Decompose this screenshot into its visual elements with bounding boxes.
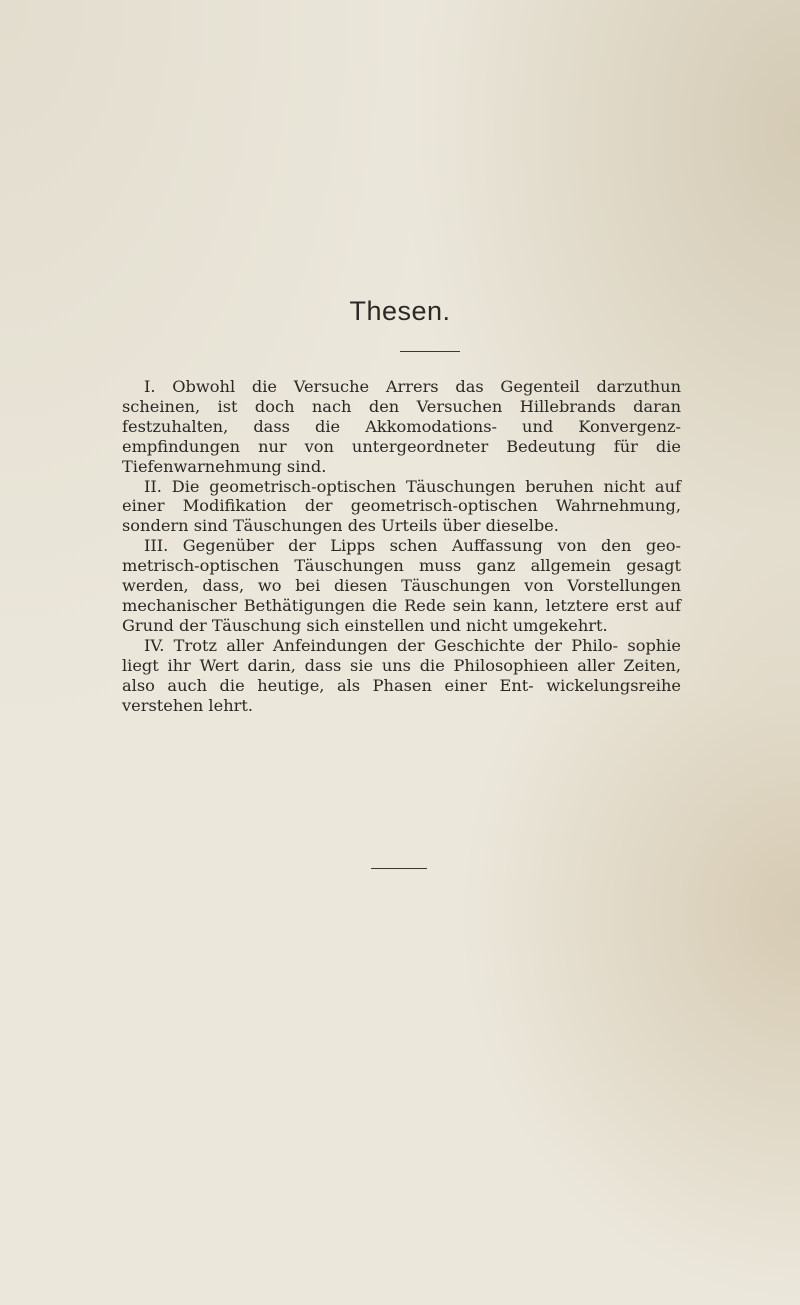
thesis-2: II. Die geometrisch-optischen Täuschungen beruhen nicht auf einer Modifikation der geometrisch-optischen Wahrnehmung, sondern sind Täuschungen des Urteils über dieselbe.	[122, 476, 681, 536]
end-divider	[371, 868, 427, 869]
thesis-4: IV. Trotz aller Anfeindungen der Geschichte der Philo- sophie liegt ihr Wert darin, dass sie uns die Philosophieen aller Zeiten, also auch die heutige, als Phasen einer Ent- wickelungsreihe verstehen lehrt.	[122, 635, 681, 715]
thesis-3: III. Gegenüber der Lipps schen Auffassung von den geo- metrisch-optischen Täuschungen muss ganz allgemein gesagt werden, dass, wo bei diesen Täuschungen von Vorstellungen mechanischer Bethätigungen die Rede sein kann, letztere erst auf Grund der Täuschung sich einstellen und nicht umgekehrt.	[122, 536, 681, 635]
page-title: Thesen.	[349, 296, 451, 326]
thesis-1: I. Obwohl die Versuche Arrers das Gegenteil darzuthun scheinen, ist doch nach den Versuchen Hillebrands daran festzuhalten, dass die Akkomodations- und Konvergenz- empfindungen nur von untergeordneter Bedeutung für die Tiefenwarnehmung sind.	[122, 377, 681, 476]
theses-list	[122, 377, 681, 715]
title-divider	[400, 351, 460, 352]
